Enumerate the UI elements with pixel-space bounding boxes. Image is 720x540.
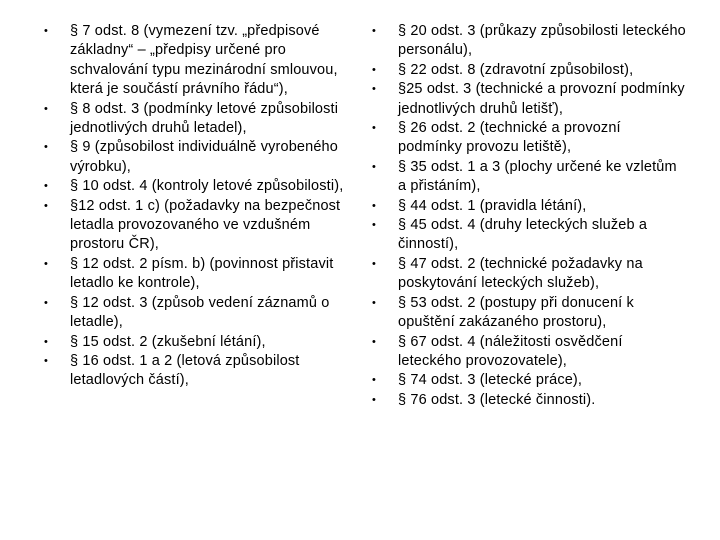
list-item — [40, 177, 360, 196]
list-item — [368, 294, 688, 333]
list-item — [368, 391, 688, 410]
list-item-text: § 74 odst. 3 (letecké práce), — [398, 372, 583, 389]
bullet-icon: • — [43, 257, 48, 270]
list-item-text: § 76 odst. 3 (letecké činnosti). — [398, 391, 596, 408]
bullet-icon: • — [371, 374, 376, 387]
list-item — [368, 333, 688, 372]
list-item-text: § 20 odst. 3 (průkazy způsobilosti leteckého personálu), — [398, 23, 686, 59]
list-item — [368, 158, 688, 197]
list-item — [40, 352, 360, 391]
bullet-icon: • — [371, 160, 376, 173]
bullet-icon: • — [43, 180, 48, 193]
bullet-icon: • — [43, 25, 48, 37]
bullet-icon: • — [43, 335, 48, 348]
list-item-text: § 35 odst. 1 a 3 (plochy určené ke vzletům a přistáním), — [398, 158, 677, 195]
list-item-text: § 44 odst. 1 (pravidla létání), — [398, 197, 587, 214]
list-item — [368, 80, 688, 119]
bullet-icon: • — [371, 219, 376, 232]
bullet-icon: • — [371, 122, 376, 135]
bullet-icon: • — [43, 141, 48, 154]
list-item-text: § 15 odst. 2 (zkušební létání), — [70, 333, 266, 350]
list-item — [368, 197, 688, 216]
list-item — [368, 255, 688, 294]
bullet-icon: • — [43, 296, 48, 309]
list-item — [368, 61, 688, 80]
list-item — [368, 216, 688, 255]
list-item-text: § 53 odst. 2 (postupy při donucení k opuštění zakázaného prostoru), — [398, 294, 634, 331]
list-item-text: § 10 odst. 4 (kontroly letové způsobilosti), — [70, 178, 344, 195]
list-item — [40, 138, 360, 177]
list-item-text: § 26 odst. 2 (technické a provozní podmínky provozu letiště), — [398, 120, 621, 156]
bullet-icon: • — [371, 257, 376, 270]
bullet-icon: • — [371, 199, 376, 212]
list-item-text: § 45 odst. 4 (druhy leteckých služeb a činností), — [398, 217, 648, 253]
list-item — [40, 22, 360, 100]
list-item-text: § 16 odst. 1 a 2 (letová způsobilost letadlových částí), — [70, 352, 300, 389]
list-item — [40, 100, 360, 139]
list-item-text: § 9 (způsobilost individuálně vyrobeného výrobku), — [70, 139, 338, 175]
bullet-icon: • — [43, 354, 48, 367]
bullet-icon: • — [371, 335, 376, 348]
bullet-icon: • — [371, 25, 376, 37]
bullet-icon: • — [371, 393, 376, 406]
list-item-text: § 47 odst. 2 (technické požadavky na poskytování leteckých služeb), — [398, 255, 643, 292]
left-column-list — [40, 22, 360, 391]
list-item-text: § 12 odst. 3 (způsob vedení záznamů o letadle), — [70, 294, 330, 331]
list-item-text: § 8 odst. 3 (podmínky letové způsobilosti jednotlivých druhů letadel), — [70, 100, 339, 137]
list-item — [368, 22, 688, 61]
bullet-icon: • — [43, 199, 48, 212]
list-item — [368, 371, 688, 390]
list-item-text: §12 odst. 1 c) (požadavky na bezpečnost letadla provozovaného ve vzdušném prostoru ČR), — [70, 197, 341, 253]
list-item — [40, 333, 360, 352]
right-column-list — [368, 22, 688, 410]
bullet-icon: • — [371, 296, 376, 309]
list-item — [40, 294, 360, 333]
list-item-text: § 12 odst. 2 písm. b) (povinnost přistavit letadlo ke kontrole), — [70, 255, 334, 292]
list-item-text: §25 odst. 3 (technické a provozní podmínky jednotlivých druhů letišť), — [398, 81, 685, 117]
bullet-icon: • — [371, 83, 376, 96]
list-item-text: § 22 odst. 8 (zdravotní způsobilost), — [398, 61, 634, 78]
bullet-icon: • — [43, 102, 48, 115]
list-item — [368, 119, 688, 158]
bullet-icon: • — [371, 63, 376, 76]
list-item-text: § 67 odst. 4 (náležitosti osvědčení leteckého provozovatele), — [398, 333, 623, 369]
list-item — [40, 255, 360, 294]
list-item-text: § 7 odst. 8 (vymezení tzv. „předpisové základny“ – „předpisy určené pro schvalování typu mezinárodní smlouvou, která je součástí právního řádu“), — [70, 23, 338, 98]
list-item — [40, 197, 360, 255]
